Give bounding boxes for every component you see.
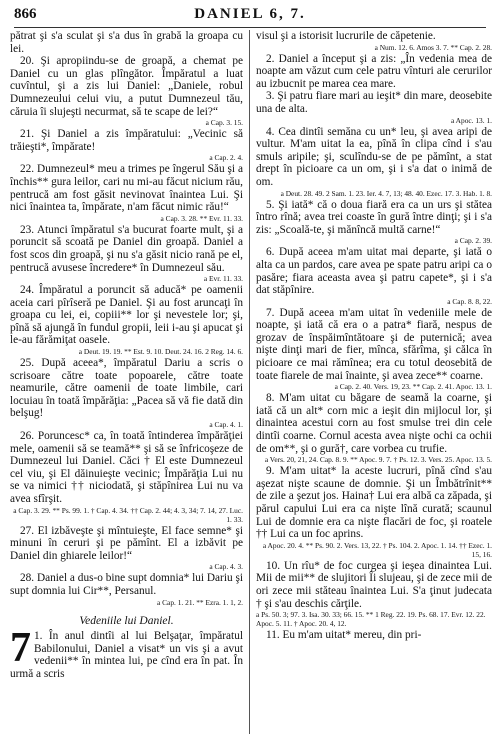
cross-reference: a Cap. 3. 15. <box>205 118 243 128</box>
verse: 26. Poruncesc* ca, în toată întinderea împărăţiei mele, oamenii să se teamă** şi să se înfricoşeze de Dumnezeul lui Daniel. Căci † El este Dumnezeul cel viu, şi El dăinuieşte vecinic; Împărăţia Lui nu se va nimici †† niciodată, şi stăpînirea Lui nu va avea sfîrşit. <box>10 430 243 505</box>
verse: 7. După aceea m'am uitat în vedeniile mele de noapte, şi iată că era o a patra* fiară, nespus de grozav de înspăimîntătoare şi de puternică; avea nişte dinţi mari de fier, mînca, sfărîma, şi călca în picioare ce mai rămînea; era cu totul deosebită de toate fiarele de mai înainte, şi avea zece** coarne. <box>256 306 492 382</box>
verse: 24. Împăratul a poruncit să aducă* pe oamenii aceia cari pîrîseră pe Daniel. Şi au fost aruncaţi în groapa cu lei, ei, copiii** lor şi nevestele lor; şi, pînă să ajungă în fundul gropii, leii i-au şi apucat şi le-au fărămiţat oasele. <box>10 284 243 347</box>
verse: 6. După aceea m'am uitat mai departe, şi iată o alta ca un pardos, care avea pe spate patru aripi ca o pasăre; fiara aceasta avea şi patru capete*, şi i s'a dat stăpînire. <box>256 246 492 297</box>
cross-reference: a Cap. 1. 21. ** Ezra. 1. 1, 2. <box>157 597 243 607</box>
verse: 25. După aceea*, împăratul Dariu a scris o scrisoare către toate popoarele, către toate neamurile, către oamenii de toate limbile, cari locuiau în toată împărăţia: „Pacea să vă fie dată din belşug! <box>10 357 243 420</box>
cross-reference: a Cap. 8. 8, 22. <box>447 296 492 306</box>
cross-reference: a Cap. 4. 3. <box>209 562 243 572</box>
verse: 20. Şi apropiindu-se de groapă, a chemat pe Daniel cu un glas plîngător. Împăratul a luat cuvîntul, şi a zis lui Daniel: „Daniele, robul Dumnezeului celui viu, a putut Dumnezeul tău, căruia îi slujeşti necurmat, să te scape de lei?“ <box>10 55 243 118</box>
verse: 27. El izbăveşte şi mîntuieşte, El face semne* şi minuni în ceruri şi pe pămînt. El a izbăvit pe Daniel din ghiarele leilor!“ <box>10 524 243 562</box>
verse: 8. M'am uitat cu băgare de seamă la coarne, şi iată că un alt* corn mic a ieşit din mijlocul lor, şi dinaintea acestui corn au fost smulse trei din cele dintîi coarne. Cornul acesta avea nişte ochi ca ochii de om**, şi o gură†, care vorbea cu trufie. <box>256 392 492 455</box>
chapter-start <box>10 625 243 680</box>
cross-reference: a Cap. 2. 40. Vers. 19, 23. ** Cap. 2. 41. Apoc. 13. 1. <box>334 382 492 392</box>
cross-reference: a Evr. 11. 33. <box>203 274 243 284</box>
verse: 21. Şi Daniel a zis împăratului: „Vecinic să trăieşti*, împărate! <box>10 128 243 153</box>
chapter-number: 7 <box>10 625 31 672</box>
cross-reference: a Cap. 2. 39. <box>454 236 492 246</box>
column-divider <box>249 30 250 734</box>
verse: 11. Eu m'am uitat* mereu, din pri- <box>266 629 422 642</box>
left-column <box>10 30 243 734</box>
verse: 23. Atunci împăratul s'a bucurat foarte mult, şi a poruncit să scoată pe Daniel din groapă. Daniel a fost scos din groapă, şi nu s'a găsit nicio rană pe el, pentrucă avusese încredere* în Dumnezeul său. <box>10 223 243 274</box>
verse: 3. Şi patru fiare mari au ieşit* din mare, deosebite una de alta. <box>256 90 492 115</box>
cross-reference: a Deut. 28. 49. 2 Sam. 1. 23. Ier. 4. 7, 13; 48. 40. Ezec. 17. 3. Hab. 1. 8. <box>280 188 492 198</box>
verse: 10. Un rîu* de foc curgea şi ieşea dinaintea Lui. Mii de mii** de slujitori Îi slujeau, şi de zece mii de ori zece mii stăteau înaintea Lui. S'a ţinut judecata † şi s'au deschis cărţile. <box>256 559 492 610</box>
verse: 2. Daniel a început şi a zis: „În vedenia mea de noapte am văzut cum cele patru vînturi ale cerurilor au izbucnit pe marea cea mare. <box>256 52 492 90</box>
verse: 4. Cea dintîi semăna cu un* leu, şi avea aripi de vultur. M'am uitat la ea, pînă în clipa cînd i s'au smuls aripile; şi, sculîndu-se de pe pămînt, a stat drept în picioare ca un om, şi i s'a dat o inimă de om. <box>256 125 492 188</box>
header-rule <box>14 27 486 28</box>
cross-reference: a Apoc. 20. 4. ** Ps. 90. 2. Vers. 13, 22. † Ps. 104. 2. Apoc. 1. 14. †† Ezec. 1. 15, 16. <box>262 540 492 559</box>
continued-text: pătrat şi s'a sculat şi s'a dus în grabă la groapa cu lei. <box>10 30 243 55</box>
cross-reference: a Cap. 3. 28. ** Evr. 11. 33. <box>160 213 243 223</box>
page-header <box>14 6 486 26</box>
cross-reference: a Vers. 20, 21, 24. Cap. 8. 9. ** Apoc. 9. 7. † Ps. 12. 3. Vers. 25. Apoc. 13. 5. <box>264 455 492 465</box>
page-number: 866 <box>14 6 37 22</box>
section-heading: Vedeniile lui Daniel. <box>79 614 174 627</box>
cross-reference: a Apoc. 13. 1. <box>450 115 492 125</box>
right-column <box>256 30 492 734</box>
running-title: DANIEL 6, 7. <box>194 6 306 22</box>
verse: 28. Daniel a dus-o bine supt domnia* lui Dariu şi supt domnia lui Cir**, Persanul. <box>10 572 243 597</box>
cross-reference: a Deut. 19. 19. ** Est. 9. 10. Deut. 24. 16. 2 Reg. 14. 6. <box>78 347 243 357</box>
cross-reference: a Ps. 50. 3; 97. 3. Isa. 30. 33; 66. 15. ** 1 Reg. 22. 19. Ps. 68. 17. Evr. 12. 22. Apoc. 5. 11. † Apoc. 20. 4, 12. <box>256 610 486 629</box>
verse: 9. M'am uitat* la aceste lucruri, pînă cînd s'au aşezat nişte scaune de domnie. Şi un Îmbătrînit** de zile a şezut jos. Haina† Lui era albă ca zăpada, şi părul capului Lui era ca nişte lînă curată; scaunul Lui de domnie era ca nişte flacări de foc, şi roatele †† Lui ca un foc aprins. <box>256 465 492 541</box>
cross-reference: a Cap. 2. 4. <box>209 153 243 163</box>
cross-reference: a Num. 12. 6. Amos 3. 7. ** Cap. 2. 28. <box>374 42 492 52</box>
verse: 22. Dumnezeul* meu a trimes pe îngerul Său şi a închis** gura leilor, cari nu mi-au făcut nicium rău, pentrucă am fost găsit nevinovat înaintea Lui. Şi nici înaintea ta, împărate, n'am făcut nimic rău!“ <box>10 163 243 214</box>
verse-text: 1. În anul dintîi al lui Belşaţar, împăratul Babilonului, Daniel a visat* un vis şi a avut vedenii** în mintea lui, pe cînd era în pat. În urmă a scris <box>10 630 243 680</box>
cross-reference: a Cap. 3. 29. ** Ps. 99. 1. † Cap. 4. 34. †† Cap. 2. 44; 4. 3, 34; 7. 14, 27. Luc. 1. 33. <box>13 505 243 524</box>
verse: 5. Şi iată* că o doua fiară era ca un urs şi stătea întro rînă; avea trei coaste în gură între dinţi; şi i s'a zis: „Scoală-te, şi mănîncă multă carne!“ <box>256 198 492 236</box>
continued-text: visul şi a istorisit lucrurile de căpetenie. <box>256 30 436 42</box>
cross-reference: a Cap. 4. 1. <box>209 420 243 430</box>
